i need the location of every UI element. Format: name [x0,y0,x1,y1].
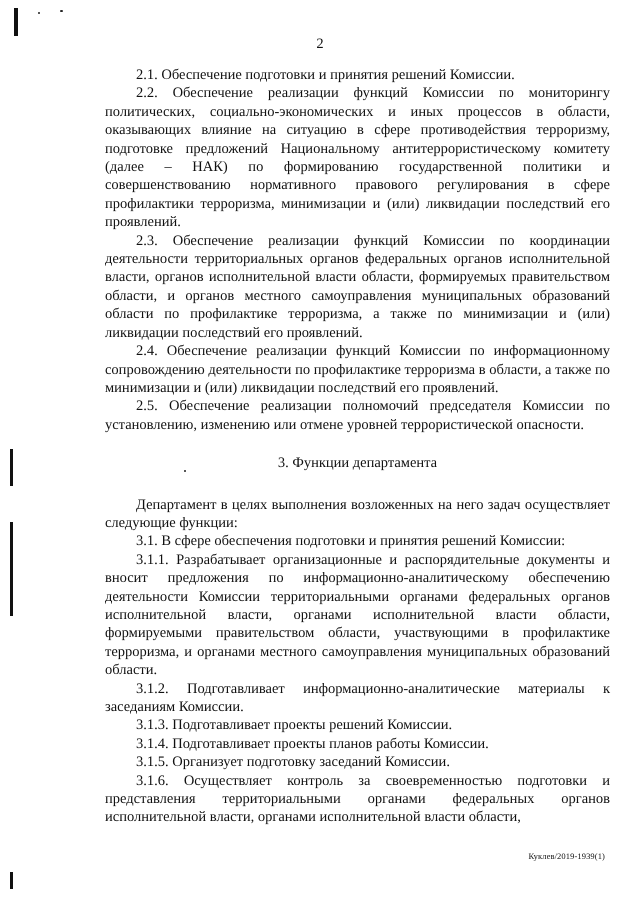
paragraph-2-2: 2.2. Обеспечение реализации функций Комиссии по мониторингу политических, социально-экономических и иных процессов в области, оказывающих влияние на ситуацию в сфере противодействия терроризму, подготовке предложений Национальному антитеррористическому комитету (далее – НАК) по формированию государственной политики и совершенствованию нормативного правового регулирования в сфере профилактики терроризма, минимизации и (или) ликвидации последствий его проявлений. [105,85,610,231]
paragraph-2-4: 2.4. Обеспечение реализации функций Комиссии по информационному сопровождению деятельности по профилактике терроризма в области, а также по минимизации и (или) ликвидации последствий его проявлений. [105,343,610,396]
document-code: Куклев/2019-1939(1) [528,851,605,861]
paragraph-2-5: 2.5. Обеспечение реализации полномочий председателя Комиссии по установлению, изменению или отмене уровней террористической опасности. [105,398,610,433]
scan-mark-top [14,8,18,36]
scan-dot [60,10,63,12]
paragraph-3-1-2: 3.1.2. Подготавливает информационно-аналитические материалы к заседаниям Комиссии. [105,680,610,715]
paragraph-3-1-1: 3.1.1. Разрабатывает организационные и распорядительные документы и вносит предложения по информационно-аналитическому обеспечению деятельности Комиссии территориальными органами федеральных органов исполнительной власти, органами исполнительной власти области, формируемыми правительством области, участвующими в профилактике терроризма, и органами местного самоуправления муниципальных образований области. [105,551,610,679]
paragraph-intro: Департамент в целях выполнения возложенных на него задач осуществляет следующие функции: [105,496,610,531]
paragraph-3-1-5: 3.1.5. Организует подготовку заседаний Комиссии. [136,754,450,771]
paragraph-2-1: 2.1. Обеспечение подготовки и принятия решений Комиссии. [136,67,515,83]
paragraph-3-1-4: 3.1.4. Подготавливает проекты планов работы Комиссии. [136,735,489,752]
page-number: 2 [316,36,324,52]
paragraph-3-1: 3.1. В сфере обеспечения подготовки и принятия решений Комиссии: [136,533,566,550]
paragraph-3-1-6: 3.1.6. Осуществляет контроль за своевременностью подготовки и представления территориальными органами федеральных органов исполнительной власти, органами исполнительной власти области, [105,772,610,826]
section-heading: 3. Функции департамента [277,455,438,472]
paragraph-2-3: 2.3. Обеспечение реализации функций Комиссии по координации деятельности территориальных органов федеральных органов исполнительной власти, органов исполнительной власти области, формируемых правительством области, и органов местного самоуправления муниципальных образований области по профилактике терроризма, а также по минимизации и (или) ликвидации последствий его проявлений. [105,232,610,341]
paragraph-3-1-3: 3.1.3. Подготавливает проекты решений Комиссии. [136,717,453,734]
scan-mark-lower [10,522,13,616]
scan-dot [38,12,40,14]
scan-mark-middle [10,449,13,486]
document-body [105,66,610,827]
scan-mark-bottom [10,872,13,889]
